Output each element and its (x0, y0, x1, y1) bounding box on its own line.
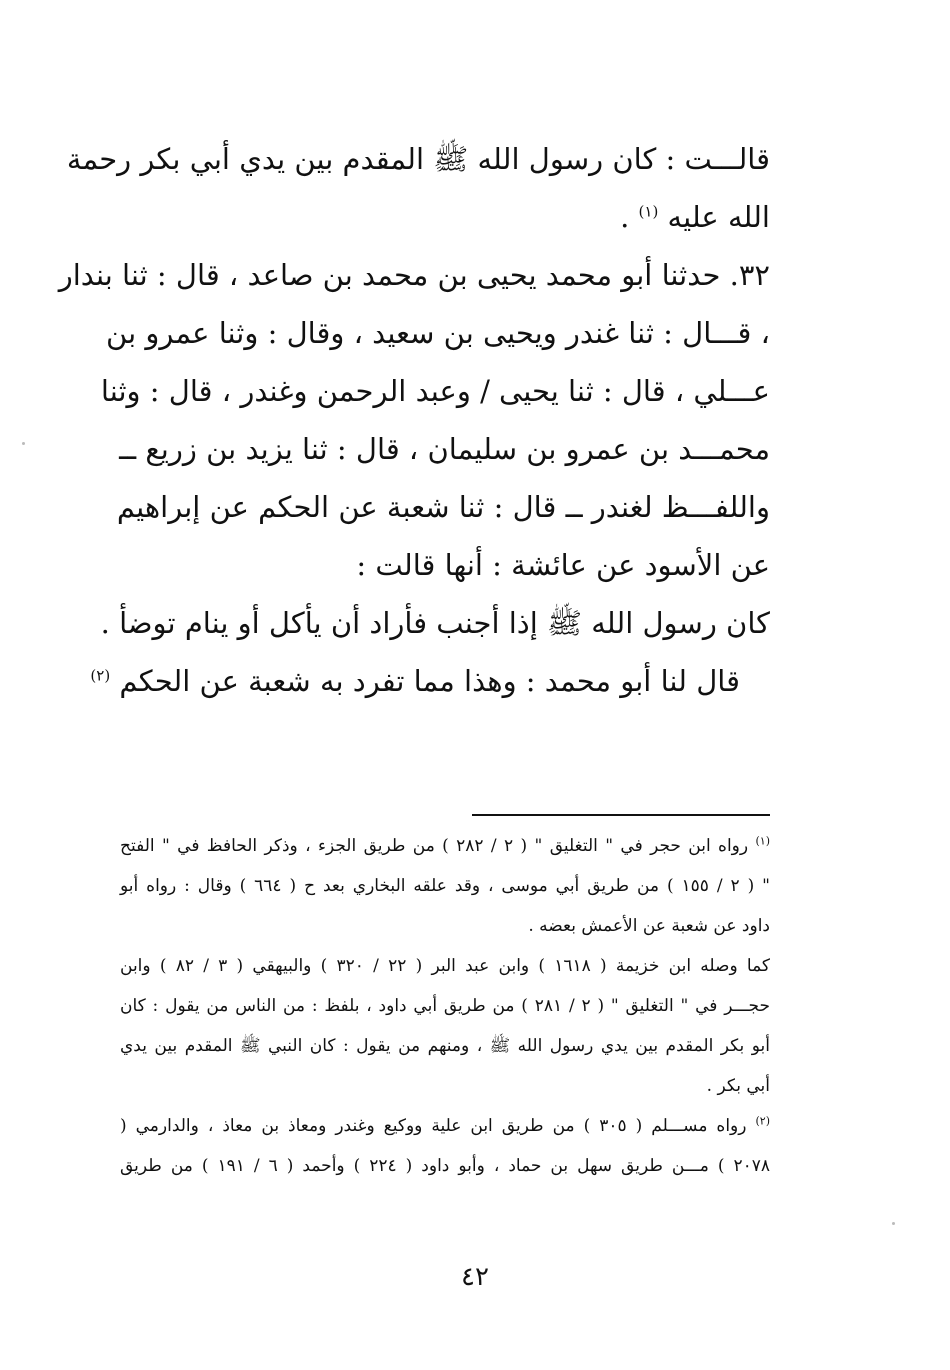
footnote-text: رواه مســـلم ( ٣٠٥ ) من طريق ابن علية ووكيع وغندر ومعاذ بن معاذ ، والدارمي ( (120, 1116, 747, 1136)
footnote-reference: (٢) (90, 666, 111, 685)
footnote-text: رواه ابن حجر في " التغليق " ( ٢ / ٢٨٢ ) من طريق الجزء ، وذكر الحافظ في " الفتح (120, 836, 749, 856)
footnote-line (120, 826, 770, 866)
scan-speck (22, 442, 25, 445)
footnote-line: داود عن شعبة عن الأعمش بعضه . (528, 916, 770, 936)
footnote-divider (472, 814, 770, 816)
main-text-line: عـــلي ، قال : ثنا يحيى / وعبد الرحمن وغندر ، قال : وثنا (100, 374, 770, 408)
page-number: ٤٢ (461, 1262, 489, 1292)
footnote-reference: (١) (638, 202, 659, 221)
sentence-end: . (620, 200, 630, 234)
main-text-line: ، قـــال : ثنا غندر ويحيى بن سعيد ، وقال : وثنا عمرو بن (106, 316, 770, 350)
main-text-line-content: الله عليه (667, 200, 770, 234)
main-text-line: محمـــد بن عمرو بن سليمان ، قال : ثنا يزيد بن زريع ــ (119, 432, 770, 466)
footnote-line: حجـــر في " التغليق " ( ٢ / ٢٨١ ) من طريق أبي داود ، بلفظ : من الناس من يقول : كان (120, 996, 770, 1016)
main-text-line (90, 652, 770, 710)
footnotes-block (120, 826, 770, 1186)
main-text-line (120, 188, 770, 246)
main-text-block (58, 130, 770, 710)
main-text-line: كان رسول الله ﷺ إذا أجنب فأراد أن يأكل أو ينام توضأ . (100, 606, 770, 640)
footnote-line: ٢٠٧٨ ) مـــن طريق سهل بن حماد ، وأبو داود ( ٢٢٤ ) وأحمد ( ٦ / ١٩١ ) من طريق (120, 1156, 771, 1176)
footnote-line: كما وصله ابن خزيمة ( ١٦١٨ ) وابن عبد البر ( ٢٢ / ٣٢٠ ) والبيهقي ( ٣ / ٨٢ ) وابن (120, 956, 770, 976)
scan-speck (892, 1222, 895, 1225)
main-text-line: عن الأسود عن عائشة : أنها قالت : (356, 548, 770, 582)
footnote-marker: (١) (755, 834, 770, 848)
main-text-line-content: قال لنا أبو محمد : وهذا مما تفرد به شعبة عن الحكم (119, 664, 740, 698)
footnote-line: أبو بكر المقدم بين يدي رسول الله ﷺ ، ومنهم من يقول : كان النبي ﷺ المقدم بين يدي (120, 1036, 770, 1056)
footnote-line: " ( ٢ / ١٥٥ ) من طريق أبي موسى ، وقد علقه البخاري بعد ح ( ٦٦٤ ) وقال : رواه أبو (120, 876, 770, 896)
main-text-line: واللفـــظ لغندر ــ قال : ثنا شعبة عن الحكم عن إبراهيم (116, 490, 770, 524)
footnote-marker: (٢) (755, 1114, 770, 1128)
main-text-line: قالـــت : كان رسول الله ﷺ المقدم بين يدي أبي بكر رحمة (66, 142, 770, 176)
footnote-line (120, 1106, 770, 1146)
footnote-line: أبي بكر . (706, 1076, 770, 1096)
main-text-line: ٣٢. حدثنا أبو محمد يحيى بن محمد بن صاعد ، قال : ثنا بندار (58, 258, 770, 292)
